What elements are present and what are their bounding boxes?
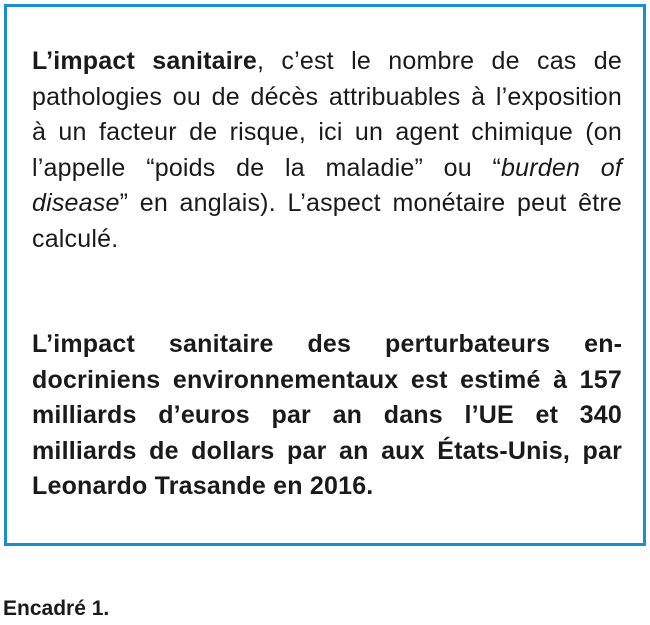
definition-paragraph (32, 44, 622, 257)
info-box (4, 4, 646, 546)
definition-italic-term: burden of disease (32, 153, 622, 217)
definition-text-part2: ” en anglais). L’aspect monétaire peut être calculé. (32, 189, 622, 253)
definition-text-part1: , c’est le nombre de cas de pathologies ou de décès attribuables à l’exposition à un facteur de risque, ici un agent chimique (on l’appelle “poids de la maladie” ou “ (32, 47, 623, 182)
box-caption: Encadré 1. (3, 597, 110, 620)
estimate-paragraph: L’impact sanitaire des perturbateurs endocriniens environnementaux est estimé à 157 milliards d’euros par an dans l’UE et 340 milliards de dollars par an aux États-Unis, par Leonardo Trasande en 2016. (32, 330, 622, 500)
definition-term: L’impact sanitaire (32, 47, 257, 75)
